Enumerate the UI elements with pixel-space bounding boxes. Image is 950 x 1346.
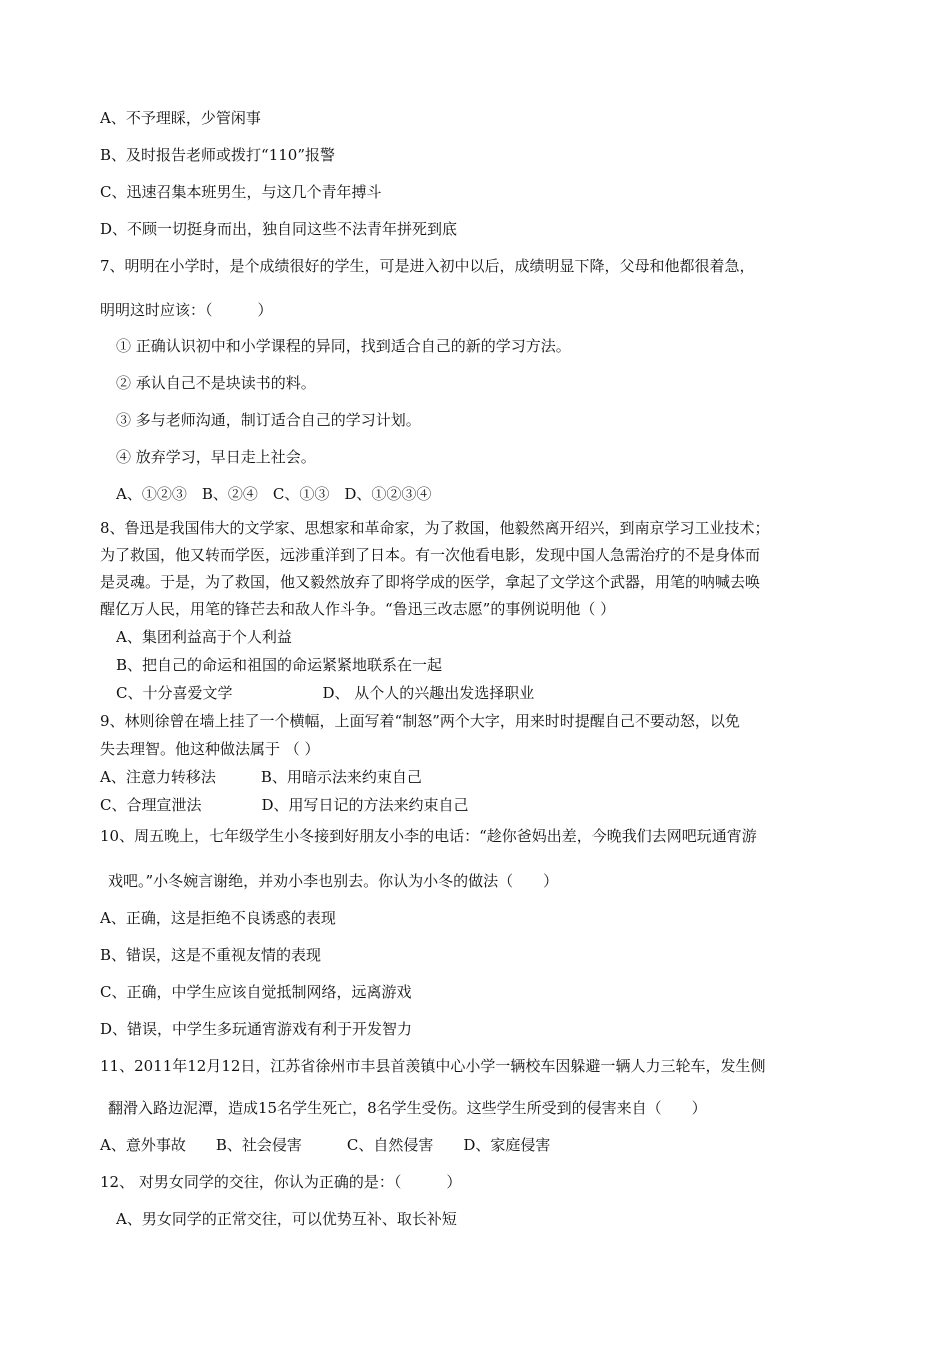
text-line: ② 承认自己不是块读书的料。 bbox=[116, 374, 316, 392]
text-line: C、十分喜爱文学 D、 从个人的兴趣出发选择职业 bbox=[116, 684, 535, 702]
text-line: A、①②③ B、②④ C、①③ D、①②③④ bbox=[116, 485, 432, 503]
text-line: B、及时报告老师或拨打“110”报警 bbox=[100, 146, 335, 164]
text-line: C、正确，中学生应该自觉抵制网络，远离游戏 bbox=[100, 983, 412, 1001]
text-line: A、男女同学的正常交往，可以优势互补、取长补短 bbox=[116, 1210, 457, 1228]
text-line: 戏吧。”小冬婉言谢绝，并劝小李也别去。你认为小冬的做法（ ） bbox=[108, 872, 559, 890]
text-line: A、注意力转移法 B、用暗示法来约束自己 bbox=[100, 768, 422, 786]
text-line: A、意外事故 B、社会侵害 C、自然侵害 D、家庭侵害 bbox=[100, 1136, 551, 1154]
text-line: D、错误，中学生多玩通宵游戏有利于开发智力 bbox=[100, 1020, 413, 1038]
text-line: 7、明明在小学时，是个成绩很好的学生，可是进入初中以后，成绩明显下降，父母和他都很着急， bbox=[100, 257, 755, 275]
text-line: 10、周五晚上，七年级学生小冬接到好朋友小李的电话：“趁你爸妈出差，今晚我们去网吧玩通宵游 bbox=[100, 827, 757, 845]
text-line: 8、鲁迅是我国伟大的文学家、思想家和革命家，为了救国，他毅然离开绍兴，到南京学习工业技术； bbox=[100, 519, 770, 537]
text-line: ④ 放弃学习，早日走上社会。 bbox=[116, 448, 316, 466]
text-line: 翻滑入路边泥潭，造成15名学生死亡，8名学生受伤。这些学生所受到的侵害来自（ ） bbox=[108, 1099, 707, 1117]
text-line: 为了救国，他又转而学医，远涉重洋到了日本。有一次他看电影，发现中国人急需治疗的不是身体而 bbox=[100, 546, 761, 564]
text-line: 11、2011年12月12日，江苏省徐州市丰县首羡镇中心小学一辆校车因躲避一辆人力三轮车，发生侧 bbox=[100, 1057, 766, 1075]
text-line: 醒亿万人民，用笔的锋芒去和敌人作斗争。“鲁迅三改志愿”的事例说明他（ ） bbox=[100, 600, 616, 618]
text-line: ③ 多与老师沟通，制订适合自己的学习计划。 bbox=[116, 411, 421, 429]
text-line: A、不予理睬，少管闲事 bbox=[100, 109, 261, 127]
text-line: D、不顾一切挺身而出，独自同这些不法青年拼死到底 bbox=[100, 220, 458, 238]
text-line: 是灵魂。于是，为了救国，他又毅然放弃了即将学成的医学，拿起了文学这个武器，用笔的呐喊去唤 bbox=[100, 573, 761, 591]
text-line: 9、林则徐曾在墙上挂了一个横幅，上面写着“制怒”两个大字，用来时时提醒自己不要动怒，以免 bbox=[100, 712, 740, 730]
text-line: C、合理宣泄法 D、用写日记的方法来约束自己 bbox=[100, 796, 469, 814]
text-line: B、错误，这是不重视友情的表现 bbox=[100, 946, 322, 964]
text-line: ① 正确认识初中和小学课程的异同，找到适合自己的新的学习方法。 bbox=[116, 337, 571, 355]
text-line: 12、 对男女同学的交往，你认为正确的是：（ ） bbox=[100, 1173, 462, 1191]
text-line: B、把自己的命运和祖国的命运紧紧地联系在一起 bbox=[116, 656, 443, 674]
text-line: A、集团利益高于个人利益 bbox=[116, 628, 292, 646]
text-line: A、正确，这是拒绝不良诱惑的表现 bbox=[100, 909, 336, 927]
text-line: 明明这时应该：（ ） bbox=[100, 301, 273, 319]
text-line: C、迅速召集本班男生，与这几个青年搏斗 bbox=[100, 183, 382, 201]
text-line: 失去理智。他这种做法属于 （ ） bbox=[100, 740, 320, 758]
